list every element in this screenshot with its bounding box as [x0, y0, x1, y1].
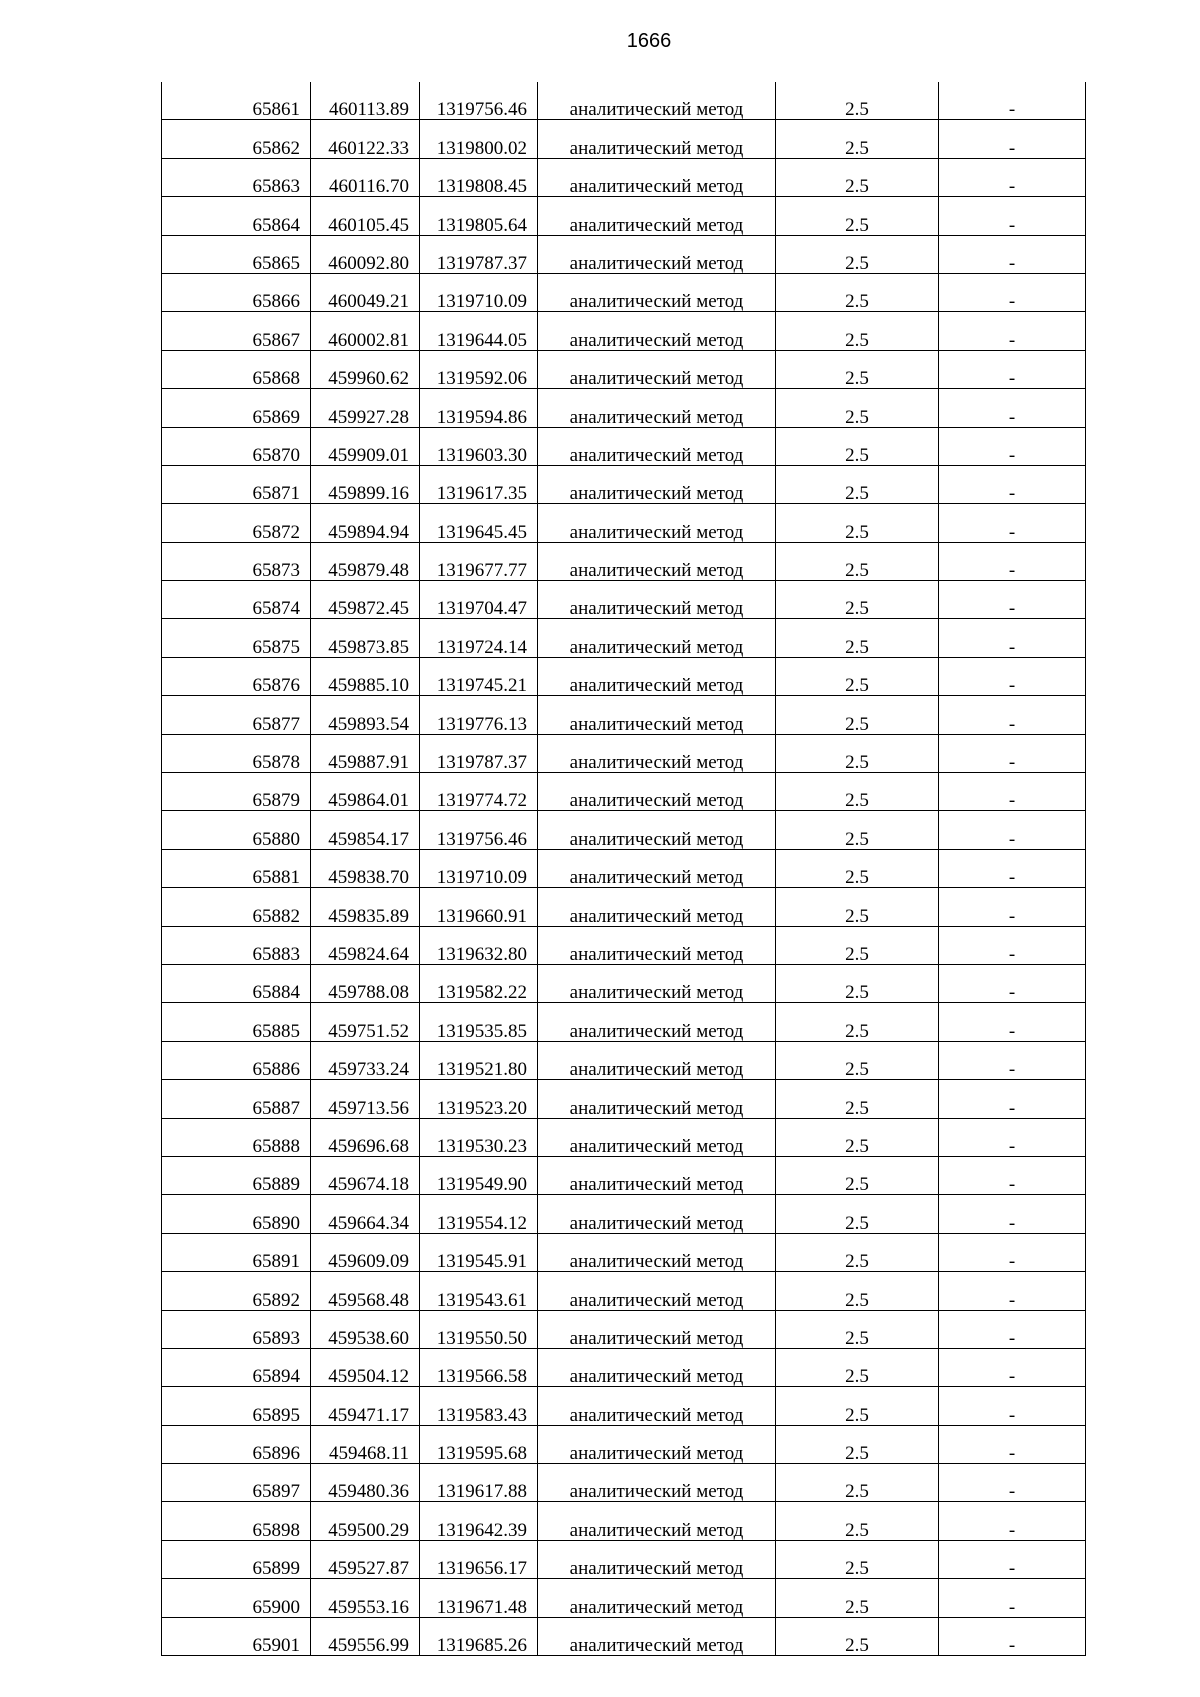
point-number-cell: 65873 — [162, 542, 311, 580]
method-cell: аналитический метод — [538, 273, 776, 311]
x-coordinate-cell: 459864.01 — [311, 773, 420, 811]
table-row — [162, 1041, 1086, 1079]
method-cell: аналитический метод — [538, 1041, 776, 1079]
note-cell: - — [939, 773, 1086, 811]
note-cell: - — [939, 1272, 1086, 1310]
accuracy-cell: 2.5 — [776, 1579, 939, 1617]
accuracy-cell: 2.5 — [776, 1464, 939, 1502]
y-coordinate-cell: 1319535.85 — [420, 1003, 538, 1041]
note-cell: - — [939, 542, 1086, 580]
y-coordinate-cell: 1319595.68 — [420, 1425, 538, 1463]
table-row — [162, 1156, 1086, 1194]
y-coordinate-cell: 1319660.91 — [420, 888, 538, 926]
table-row — [162, 581, 1086, 619]
table-row — [162, 811, 1086, 849]
point-number-cell: 65882 — [162, 888, 311, 926]
table-row — [162, 158, 1086, 196]
accuracy-cell: 2.5 — [776, 542, 939, 580]
method-cell: аналитический метод — [538, 657, 776, 695]
note-cell: - — [939, 734, 1086, 772]
method-cell: аналитический метод — [538, 1195, 776, 1233]
point-number-cell: 65901 — [162, 1617, 311, 1655]
note-cell: - — [939, 1579, 1086, 1617]
accuracy-cell: 2.5 — [776, 1540, 939, 1578]
accuracy-cell: 2.5 — [776, 158, 939, 196]
method-cell: аналитический метод — [538, 350, 776, 388]
y-coordinate-cell: 1319808.45 — [420, 158, 538, 196]
table-row — [162, 657, 1086, 695]
note-cell: - — [939, 235, 1086, 273]
method-cell: аналитический метод — [538, 619, 776, 657]
y-coordinate-cell: 1319774.72 — [420, 773, 538, 811]
table-row — [162, 197, 1086, 235]
x-coordinate-cell: 460002.81 — [311, 312, 420, 350]
note-cell: - — [939, 504, 1086, 542]
table-row — [162, 1310, 1086, 1348]
x-coordinate-cell: 459872.45 — [311, 581, 420, 619]
x-coordinate-cell: 459885.10 — [311, 657, 420, 695]
accuracy-cell: 2.5 — [776, 581, 939, 619]
note-cell: - — [939, 888, 1086, 926]
x-coordinate-cell: 459887.91 — [311, 734, 420, 772]
y-coordinate-cell: 1319521.80 — [420, 1041, 538, 1079]
point-number-cell: 65864 — [162, 197, 311, 235]
point-number-cell: 65867 — [162, 312, 311, 350]
y-coordinate-cell: 1319549.90 — [420, 1156, 538, 1194]
point-number-cell: 65899 — [162, 1540, 311, 1578]
y-coordinate-cell: 1319566.58 — [420, 1348, 538, 1386]
note-cell: - — [939, 1233, 1086, 1271]
table-row — [162, 964, 1086, 1002]
accuracy-cell: 2.5 — [776, 734, 939, 772]
accuracy-cell: 2.5 — [776, 82, 939, 120]
y-coordinate-cell: 1319617.35 — [420, 465, 538, 503]
table-row — [162, 82, 1086, 120]
table-row — [162, 389, 1086, 427]
table-row — [162, 1348, 1086, 1386]
y-coordinate-cell: 1319632.80 — [420, 926, 538, 964]
accuracy-cell: 2.5 — [776, 1003, 939, 1041]
note-cell: - — [939, 1003, 1086, 1041]
method-cell: аналитический метод — [538, 465, 776, 503]
method-cell: аналитический метод — [538, 734, 776, 772]
x-coordinate-cell: 459927.28 — [311, 389, 420, 427]
accuracy-cell: 2.5 — [776, 1272, 939, 1310]
method-cell: аналитический метод — [538, 849, 776, 887]
x-coordinate-cell: 459893.54 — [311, 696, 420, 734]
accuracy-cell: 2.5 — [776, 273, 939, 311]
point-number-cell: 65889 — [162, 1156, 311, 1194]
y-coordinate-cell: 1319582.22 — [420, 964, 538, 1002]
x-coordinate-cell: 460049.21 — [311, 273, 420, 311]
table-row — [162, 1118, 1086, 1156]
y-coordinate-cell: 1319724.14 — [420, 619, 538, 657]
table-row — [162, 1003, 1086, 1041]
y-coordinate-cell: 1319787.37 — [420, 734, 538, 772]
method-cell: аналитический метод — [538, 1272, 776, 1310]
accuracy-cell: 2.5 — [776, 1080, 939, 1118]
point-number-cell: 65871 — [162, 465, 311, 503]
table-row — [162, 849, 1086, 887]
table-row — [162, 465, 1086, 503]
x-coordinate-cell: 459854.17 — [311, 811, 420, 849]
coordinates-table-body — [162, 82, 1086, 1656]
x-coordinate-cell: 459664.34 — [311, 1195, 420, 1233]
point-number-cell: 65891 — [162, 1233, 311, 1271]
note-cell: - — [939, 849, 1086, 887]
table-row — [162, 542, 1086, 580]
x-coordinate-cell: 459568.48 — [311, 1272, 420, 1310]
note-cell: - — [939, 312, 1086, 350]
accuracy-cell: 2.5 — [776, 1041, 939, 1079]
accuracy-cell: 2.5 — [776, 811, 939, 849]
point-number-cell: 65866 — [162, 273, 311, 311]
accuracy-cell: 2.5 — [776, 1348, 939, 1386]
accuracy-cell: 2.5 — [776, 120, 939, 158]
table-row — [162, 773, 1086, 811]
method-cell: аналитический метод — [538, 1080, 776, 1118]
point-number-cell: 65884 — [162, 964, 311, 1002]
y-coordinate-cell: 1319710.09 — [420, 849, 538, 887]
y-coordinate-cell: 1319677.77 — [420, 542, 538, 580]
method-cell: аналитический метод — [538, 696, 776, 734]
point-number-cell: 65865 — [162, 235, 311, 273]
table-row — [162, 1464, 1086, 1502]
note-cell: - — [939, 120, 1086, 158]
y-coordinate-cell: 1319685.26 — [420, 1617, 538, 1655]
note-cell: - — [939, 581, 1086, 619]
method-cell: аналитический метод — [538, 773, 776, 811]
y-coordinate-cell: 1319645.45 — [420, 504, 538, 542]
table-row — [162, 1579, 1086, 1617]
accuracy-cell: 2.5 — [776, 1195, 939, 1233]
x-coordinate-cell: 459556.99 — [311, 1617, 420, 1655]
x-coordinate-cell: 459471.17 — [311, 1387, 420, 1425]
method-cell: аналитический метод — [538, 964, 776, 1002]
y-coordinate-cell: 1319745.21 — [420, 657, 538, 695]
method-cell: аналитический метод — [538, 197, 776, 235]
y-coordinate-cell: 1319523.20 — [420, 1080, 538, 1118]
coordinates-table — [161, 82, 1086, 1656]
x-coordinate-cell: 460113.89 — [311, 82, 420, 120]
accuracy-cell: 2.5 — [776, 350, 939, 388]
accuracy-cell: 2.5 — [776, 773, 939, 811]
accuracy-cell: 2.5 — [776, 465, 939, 503]
table-row — [162, 427, 1086, 465]
x-coordinate-cell: 459873.85 — [311, 619, 420, 657]
y-coordinate-cell: 1319545.91 — [420, 1233, 538, 1271]
point-number-cell: 65900 — [162, 1579, 311, 1617]
table-row — [162, 734, 1086, 772]
y-coordinate-cell: 1319603.30 — [420, 427, 538, 465]
method-cell: аналитический метод — [538, 504, 776, 542]
x-coordinate-cell: 460092.80 — [311, 235, 420, 273]
x-coordinate-cell: 459538.60 — [311, 1310, 420, 1348]
table-row — [162, 273, 1086, 311]
y-coordinate-cell: 1319776.13 — [420, 696, 538, 734]
accuracy-cell: 2.5 — [776, 1617, 939, 1655]
note-cell: - — [939, 1041, 1086, 1079]
point-number-cell: 65894 — [162, 1348, 311, 1386]
accuracy-cell: 2.5 — [776, 504, 939, 542]
point-number-cell: 65893 — [162, 1310, 311, 1348]
method-cell: аналитический метод — [538, 82, 776, 120]
x-coordinate-cell: 460116.70 — [311, 158, 420, 196]
point-number-cell: 65862 — [162, 120, 311, 158]
x-coordinate-cell: 460122.33 — [311, 120, 420, 158]
note-cell: - — [939, 273, 1086, 311]
note-cell: - — [939, 197, 1086, 235]
note-cell: - — [939, 1195, 1086, 1233]
y-coordinate-cell: 1319671.48 — [420, 1579, 538, 1617]
y-coordinate-cell: 1319543.61 — [420, 1272, 538, 1310]
x-coordinate-cell: 459960.62 — [311, 350, 420, 388]
accuracy-cell: 2.5 — [776, 657, 939, 695]
x-coordinate-cell: 459527.87 — [311, 1540, 420, 1578]
table-row — [162, 1387, 1086, 1425]
table-row — [162, 888, 1086, 926]
method-cell: аналитический метод — [538, 1617, 776, 1655]
note-cell: - — [939, 350, 1086, 388]
table-row — [162, 619, 1086, 657]
point-number-cell: 65870 — [162, 427, 311, 465]
method-cell: аналитический метод — [538, 312, 776, 350]
method-cell: аналитический метод — [538, 120, 776, 158]
note-cell: - — [939, 964, 1086, 1002]
x-coordinate-cell: 459674.18 — [311, 1156, 420, 1194]
page-number: 1666 — [626, 30, 672, 52]
accuracy-cell: 2.5 — [776, 964, 939, 1002]
method-cell: аналитический метод — [538, 235, 776, 273]
x-coordinate-cell: 459824.64 — [311, 926, 420, 964]
y-coordinate-cell: 1319756.46 — [420, 82, 538, 120]
note-cell: - — [939, 696, 1086, 734]
note-cell: - — [939, 158, 1086, 196]
accuracy-cell: 2.5 — [776, 197, 939, 235]
method-cell: аналитический метод — [538, 1502, 776, 1540]
y-coordinate-cell: 1319656.17 — [420, 1540, 538, 1578]
point-number-cell: 65887 — [162, 1080, 311, 1118]
y-coordinate-cell: 1319594.86 — [420, 389, 538, 427]
note-cell: - — [939, 926, 1086, 964]
method-cell: аналитический метод — [538, 427, 776, 465]
table-row — [162, 696, 1086, 734]
x-coordinate-cell: 459500.29 — [311, 1502, 420, 1540]
y-coordinate-cell: 1319554.12 — [420, 1195, 538, 1233]
point-number-cell: 65895 — [162, 1387, 311, 1425]
point-number-cell: 65861 — [162, 82, 311, 120]
point-number-cell: 65872 — [162, 504, 311, 542]
point-number-cell: 65897 — [162, 1464, 311, 1502]
method-cell: аналитический метод — [538, 1540, 776, 1578]
table-row — [162, 1195, 1086, 1233]
accuracy-cell: 2.5 — [776, 1118, 939, 1156]
note-cell: - — [939, 1118, 1086, 1156]
x-coordinate-cell: 459788.08 — [311, 964, 420, 1002]
table-row — [162, 1502, 1086, 1540]
point-number-cell: 65879 — [162, 773, 311, 811]
method-cell: аналитический метод — [538, 1348, 776, 1386]
y-coordinate-cell: 1319787.37 — [420, 235, 538, 273]
table-row — [162, 235, 1086, 273]
accuracy-cell: 2.5 — [776, 235, 939, 273]
method-cell: аналитический метод — [538, 888, 776, 926]
y-coordinate-cell: 1319800.02 — [420, 120, 538, 158]
note-cell: - — [939, 82, 1086, 120]
table-row — [162, 1540, 1086, 1578]
y-coordinate-cell: 1319805.64 — [420, 197, 538, 235]
note-cell: - — [939, 1348, 1086, 1386]
note-cell: - — [939, 1310, 1086, 1348]
x-coordinate-cell: 459609.09 — [311, 1233, 420, 1271]
accuracy-cell: 2.5 — [776, 312, 939, 350]
method-cell: аналитический метод — [538, 389, 776, 427]
method-cell: аналитический метод — [538, 1425, 776, 1463]
note-cell: - — [939, 1540, 1086, 1578]
x-coordinate-cell: 459751.52 — [311, 1003, 420, 1041]
accuracy-cell: 2.5 — [776, 849, 939, 887]
note-cell: - — [939, 1387, 1086, 1425]
accuracy-cell: 2.5 — [776, 1233, 939, 1271]
method-cell: аналитический метод — [538, 1233, 776, 1271]
point-number-cell: 65881 — [162, 849, 311, 887]
y-coordinate-cell: 1319710.09 — [420, 273, 538, 311]
accuracy-cell: 2.5 — [776, 389, 939, 427]
note-cell: - — [939, 427, 1086, 465]
point-number-cell: 65896 — [162, 1425, 311, 1463]
table-row — [162, 312, 1086, 350]
method-cell: аналитический метод — [538, 1579, 776, 1617]
accuracy-cell: 2.5 — [776, 427, 939, 465]
point-number-cell: 65874 — [162, 581, 311, 619]
accuracy-cell: 2.5 — [776, 888, 939, 926]
table-row — [162, 350, 1086, 388]
x-coordinate-cell: 459480.36 — [311, 1464, 420, 1502]
y-coordinate-cell: 1319530.23 — [420, 1118, 538, 1156]
y-coordinate-cell: 1319642.39 — [420, 1502, 538, 1540]
x-coordinate-cell: 459733.24 — [311, 1041, 420, 1079]
point-number-cell: 65883 — [162, 926, 311, 964]
x-coordinate-cell: 459553.16 — [311, 1579, 420, 1617]
point-number-cell: 65888 — [162, 1118, 311, 1156]
accuracy-cell: 2.5 — [776, 1310, 939, 1348]
point-number-cell: 65892 — [162, 1272, 311, 1310]
y-coordinate-cell: 1319592.06 — [420, 350, 538, 388]
accuracy-cell: 2.5 — [776, 696, 939, 734]
x-coordinate-cell: 459894.94 — [311, 504, 420, 542]
x-coordinate-cell: 459838.70 — [311, 849, 420, 887]
point-number-cell: 65863 — [162, 158, 311, 196]
point-number-cell: 65878 — [162, 734, 311, 772]
table-row — [162, 1233, 1086, 1271]
note-cell: - — [939, 389, 1086, 427]
method-cell: аналитический метод — [538, 811, 776, 849]
x-coordinate-cell: 460105.45 — [311, 197, 420, 235]
method-cell: аналитический метод — [538, 1118, 776, 1156]
y-coordinate-cell: 1319756.46 — [420, 811, 538, 849]
y-coordinate-cell: 1319644.05 — [420, 312, 538, 350]
table-row — [162, 1425, 1086, 1463]
x-coordinate-cell: 459879.48 — [311, 542, 420, 580]
x-coordinate-cell: 459504.12 — [311, 1348, 420, 1386]
point-number-cell: 65890 — [162, 1195, 311, 1233]
note-cell: - — [939, 465, 1086, 503]
point-number-cell: 65869 — [162, 389, 311, 427]
accuracy-cell: 2.5 — [776, 1425, 939, 1463]
method-cell: аналитический метод — [538, 581, 776, 619]
accuracy-cell: 2.5 — [776, 1156, 939, 1194]
point-number-cell: 65868 — [162, 350, 311, 388]
note-cell: - — [939, 619, 1086, 657]
y-coordinate-cell: 1319583.43 — [420, 1387, 538, 1425]
y-coordinate-cell: 1319704.47 — [420, 581, 538, 619]
table-row — [162, 926, 1086, 964]
table-row — [162, 1272, 1086, 1310]
point-number-cell: 65898 — [162, 1502, 311, 1540]
method-cell: аналитический метод — [538, 1003, 776, 1041]
accuracy-cell: 2.5 — [776, 1502, 939, 1540]
point-number-cell: 65875 — [162, 619, 311, 657]
x-coordinate-cell: 459696.68 — [311, 1118, 420, 1156]
note-cell: - — [939, 1425, 1086, 1463]
x-coordinate-cell: 459713.56 — [311, 1080, 420, 1118]
table-row — [162, 120, 1086, 158]
accuracy-cell: 2.5 — [776, 619, 939, 657]
point-number-cell: 65876 — [162, 657, 311, 695]
note-cell: - — [939, 1156, 1086, 1194]
note-cell: - — [939, 657, 1086, 695]
note-cell: - — [939, 811, 1086, 849]
point-number-cell: 65886 — [162, 1041, 311, 1079]
method-cell: аналитический метод — [538, 1387, 776, 1425]
x-coordinate-cell: 459835.89 — [311, 888, 420, 926]
note-cell: - — [939, 1617, 1086, 1655]
y-coordinate-cell: 1319617.88 — [420, 1464, 538, 1502]
accuracy-cell: 2.5 — [776, 1387, 939, 1425]
method-cell: аналитический метод — [538, 158, 776, 196]
x-coordinate-cell: 459899.16 — [311, 465, 420, 503]
x-coordinate-cell: 459468.11 — [311, 1425, 420, 1463]
table-row — [162, 504, 1086, 542]
point-number-cell: 65880 — [162, 811, 311, 849]
note-cell: - — [939, 1080, 1086, 1118]
note-cell: - — [939, 1502, 1086, 1540]
point-number-cell: 65877 — [162, 696, 311, 734]
x-coordinate-cell: 459909.01 — [311, 427, 420, 465]
accuracy-cell: 2.5 — [776, 926, 939, 964]
method-cell: аналитический метод — [538, 1156, 776, 1194]
point-number-cell: 65885 — [162, 1003, 311, 1041]
method-cell: аналитический метод — [538, 542, 776, 580]
method-cell: аналитический метод — [538, 1464, 776, 1502]
method-cell: аналитический метод — [538, 1310, 776, 1348]
table-row — [162, 1080, 1086, 1118]
method-cell: аналитический метод — [538, 926, 776, 964]
y-coordinate-cell: 1319550.50 — [420, 1310, 538, 1348]
note-cell: - — [939, 1464, 1086, 1502]
table-row — [162, 1617, 1086, 1655]
